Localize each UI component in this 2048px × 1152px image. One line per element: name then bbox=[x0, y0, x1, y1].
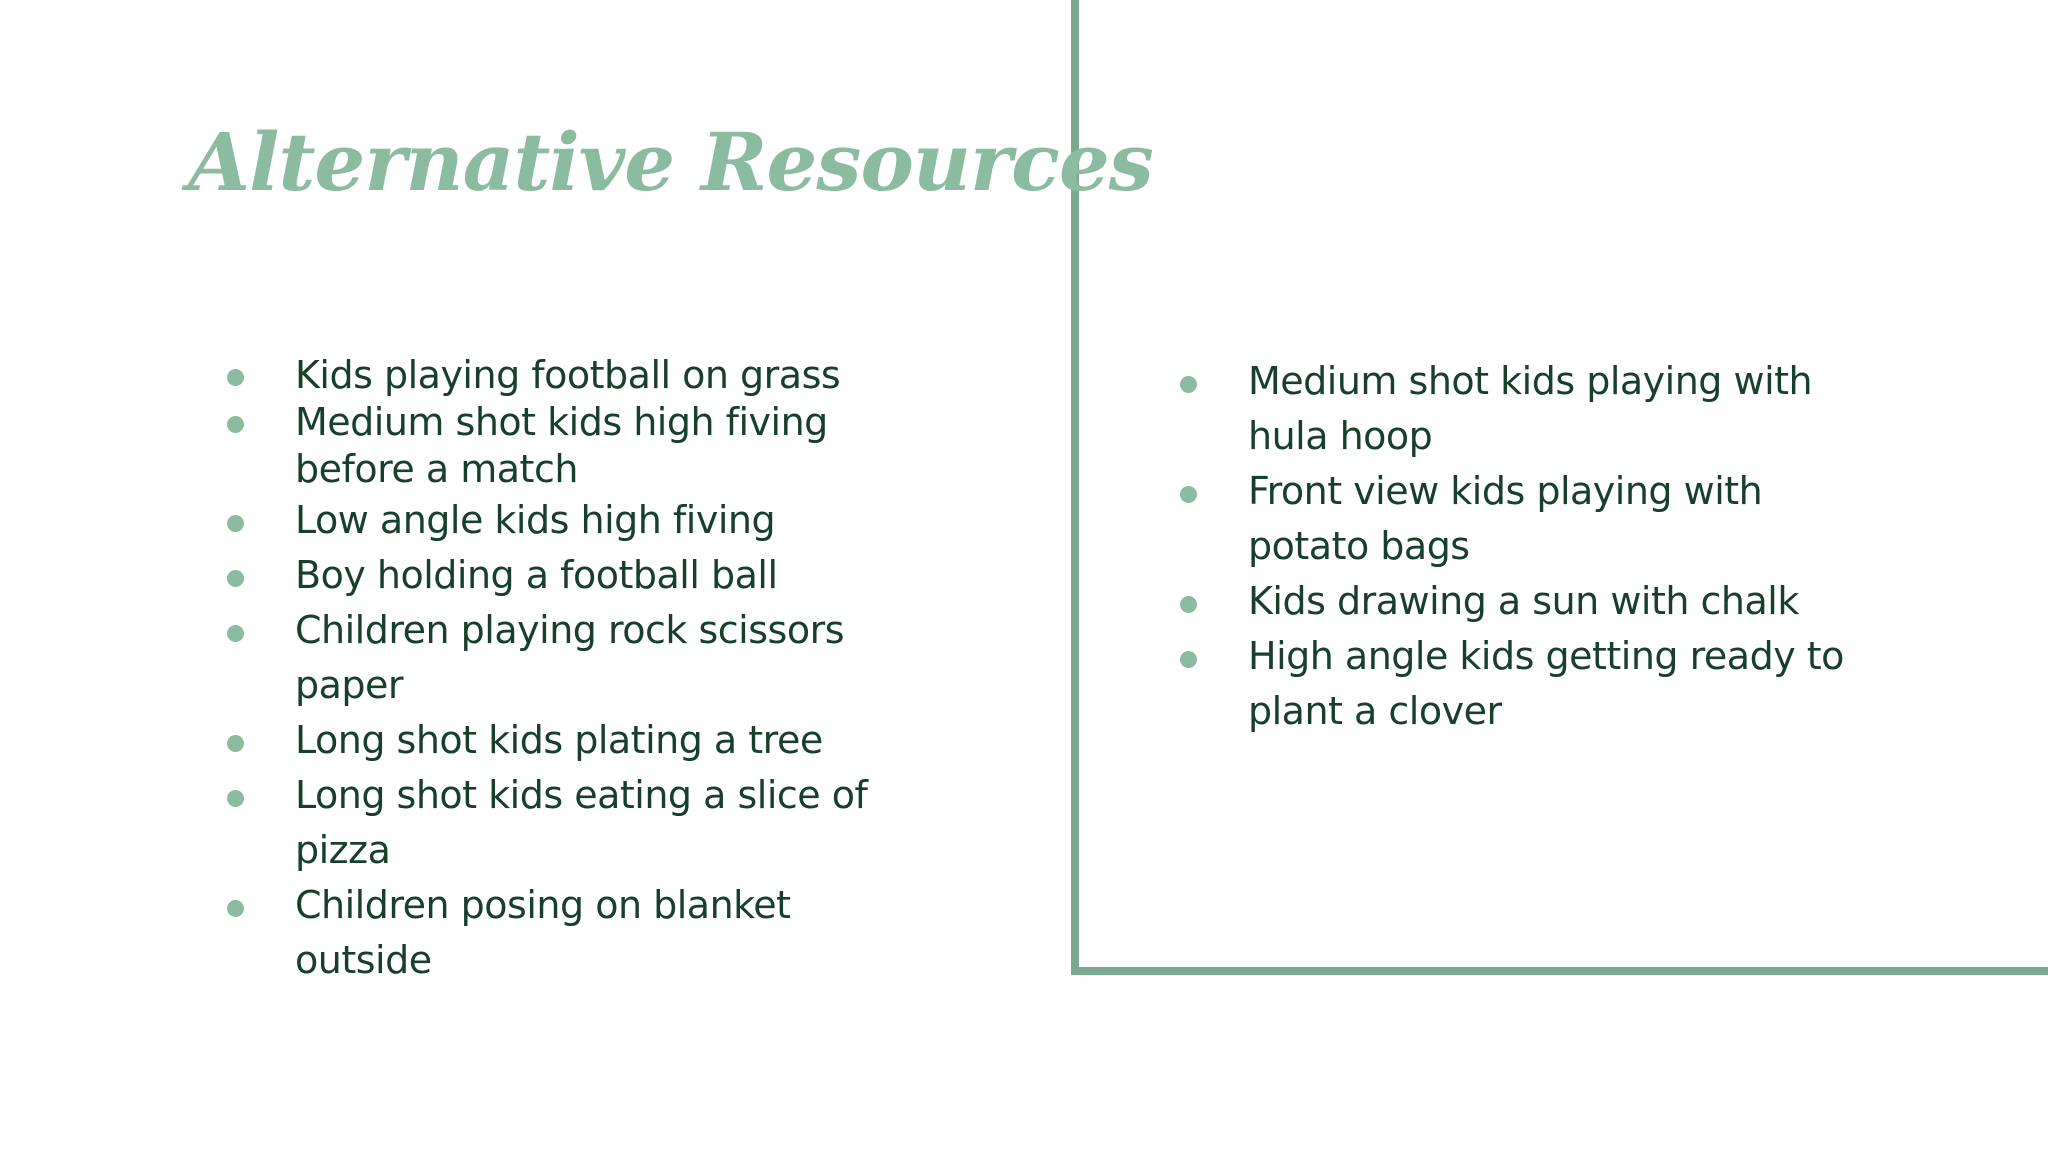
list-item bbox=[1178, 464, 1878, 574]
list-item bbox=[225, 878, 915, 988]
slide-title: Alternative Resources bbox=[188, 115, 1153, 209]
bullet-dot-icon bbox=[227, 416, 244, 433]
list-item-text: Children posing on blanket outside bbox=[295, 883, 791, 982]
left-bullet-list bbox=[225, 352, 915, 988]
bullet-dot-icon bbox=[227, 570, 244, 587]
list-item bbox=[225, 493, 915, 548]
list-item-text: Long shot kids plating a tree bbox=[295, 718, 823, 762]
list-item bbox=[1178, 354, 1878, 464]
list-item-text: Front view kids playing with potato bags bbox=[1248, 469, 1763, 568]
list-item-text: Kids playing football on grass bbox=[295, 353, 841, 397]
bullet-dot-icon bbox=[1180, 376, 1197, 393]
bullet-dot-icon bbox=[227, 790, 244, 807]
list-item-text: Kids drawing a sun with chalk bbox=[1248, 579, 1799, 623]
frame-horizontal-line bbox=[1071, 967, 2048, 975]
bullet-dot-icon bbox=[1180, 596, 1197, 613]
list-item-text: Children playing rock scissors paper bbox=[295, 608, 845, 707]
list-item bbox=[225, 352, 915, 399]
list-item bbox=[225, 603, 915, 713]
right-bullet-list bbox=[1178, 354, 1878, 739]
list-item-text: Medium shot kids playing with hula hoop bbox=[1248, 359, 1813, 458]
list-item-text: Long shot kids eating a slice of pizza bbox=[295, 773, 868, 872]
bullet-dot-icon bbox=[227, 625, 244, 642]
list-item bbox=[225, 713, 915, 768]
bullet-dot-icon bbox=[227, 515, 244, 532]
list-item bbox=[1178, 574, 1878, 629]
bullet-dot-icon bbox=[227, 369, 244, 386]
list-item bbox=[1178, 629, 1878, 739]
list-item bbox=[225, 548, 915, 603]
list-item-text: Medium shot kids high fiving before a match bbox=[295, 400, 828, 491]
bullet-dot-icon bbox=[1180, 486, 1197, 503]
list-item bbox=[225, 399, 915, 493]
list-item-text: Low angle kids high fiving bbox=[295, 498, 776, 542]
list-item-text: High angle kids getting ready to plant a clover bbox=[1248, 634, 1844, 733]
list-item-text: Boy holding a football ball bbox=[295, 553, 778, 597]
bullet-dot-icon bbox=[1180, 651, 1197, 668]
list-item bbox=[225, 768, 915, 878]
bullet-dot-icon bbox=[227, 900, 244, 917]
bullet-dot-icon bbox=[227, 735, 244, 752]
